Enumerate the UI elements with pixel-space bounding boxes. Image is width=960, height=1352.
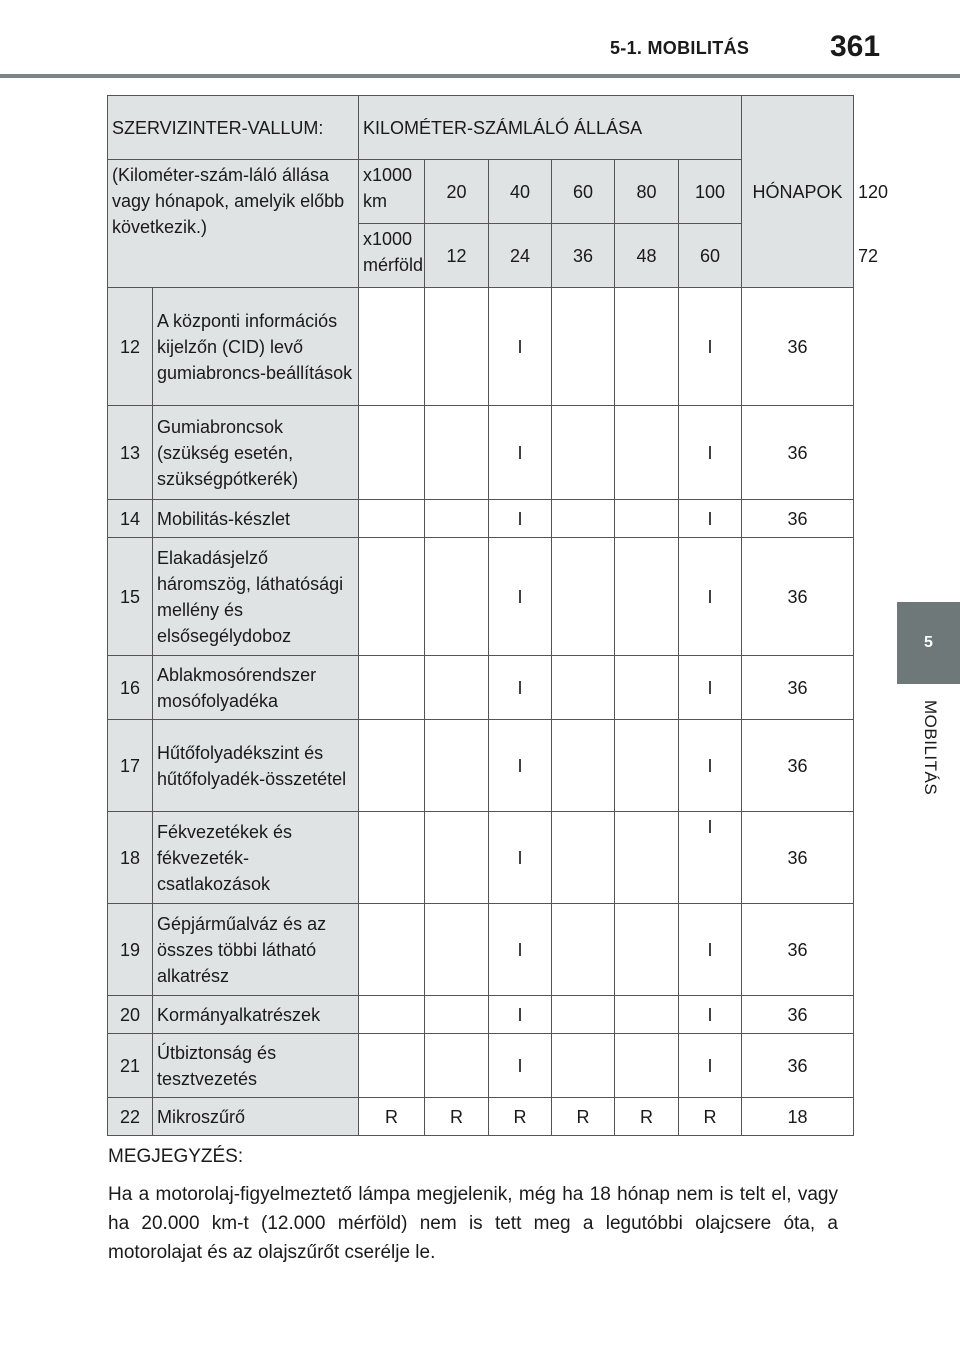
item-description: Gumiabroncsok (szükség esetén, szükségpótkerék) — [153, 406, 359, 500]
item-description: Mikroszűrő — [153, 1098, 359, 1136]
schedule-cell: R — [425, 1098, 489, 1136]
schedule-cell — [359, 812, 425, 904]
schedule-cell: I — [679, 656, 742, 720]
schedule-cell: I — [679, 720, 742, 812]
mile-unit: x1000 mérföld — [359, 224, 425, 288]
months-cell: 36 — [742, 406, 854, 500]
schedule-cell: I — [679, 1034, 742, 1098]
km-value: 60 — [552, 160, 615, 224]
schedule-cell: I — [489, 720, 552, 812]
schedule-cell: I — [679, 288, 742, 406]
schedule-cell: I — [679, 500, 742, 538]
item-number: 13 — [108, 406, 153, 500]
schedule-cell — [615, 812, 679, 904]
item-number: 18 — [108, 812, 153, 904]
schedule-cell — [552, 500, 615, 538]
schedule-cell — [615, 656, 679, 720]
km-value: 20 — [425, 160, 489, 224]
schedule-cell: I — [489, 1034, 552, 1098]
schedule-cell — [359, 406, 425, 500]
item-number: 22 — [108, 1098, 153, 1136]
months-cell: 36 — [742, 1034, 854, 1098]
table-row — [108, 1098, 854, 1136]
table-row — [108, 812, 854, 904]
item-description: Ablakmosórendszer mosófolyadéka — [153, 656, 359, 720]
odometer-label: KILOMÉTER-SZÁMLÁLÓ ÁLLÁSA — [359, 96, 742, 160]
schedule-cell: I — [489, 406, 552, 500]
item-description: Fékvezetékek és fékvezeték-csatlakozások — [153, 812, 359, 904]
schedule-cell — [552, 812, 615, 904]
item-description: A központi információs kijelzőn (CID) levő gumiabroncs-beállítások — [153, 288, 359, 406]
schedule-cell — [615, 996, 679, 1034]
months-label: HÓNAPOK — [742, 96, 854, 288]
interval-note: (Kilométer-szám-láló állása vagy hónapok, amelyik előbb következik.) — [108, 160, 359, 288]
schedule-cell — [425, 720, 489, 812]
maintenance-schedule-table — [107, 95, 889, 1136]
item-description: Útbiztonság és tesztvezetés — [153, 1034, 359, 1098]
schedule-cell — [552, 406, 615, 500]
schedule-cell — [552, 720, 615, 812]
table-row — [108, 538, 854, 656]
schedule-cell: I — [679, 538, 742, 656]
item-number: 19 — [108, 904, 153, 996]
interval-label: SZERVIZINTER-VALLUM: — [108, 96, 359, 160]
schedule-cell: I — [489, 288, 552, 406]
schedule-cell — [552, 288, 615, 406]
schedule-cell: I — [679, 904, 742, 996]
schedule-cell: R — [679, 1098, 742, 1136]
schedule-cell — [615, 406, 679, 500]
km-value: 100 — [679, 160, 742, 224]
schedule-cell — [615, 500, 679, 538]
months-cell: 36 — [742, 812, 854, 904]
item-number: 16 — [108, 656, 153, 720]
months-cell: 36 — [742, 656, 854, 720]
table-header: SZERVIZINTER-VALLUM: KILOMÉTER-SZÁMLÁLÓ ÁLLÁSA HÓNAPOK (Kilométer-szám-láló állása vagy hónapok, amelyik előbb következik.) x1000 km 20 40 60 80 100 120 x1000 mérföld 12 24 36 48 60 72 — [108, 96, 854, 288]
schedule-cell: I — [489, 996, 552, 1034]
months-cell: 36 — [742, 996, 854, 1034]
schedule-cell: I — [489, 656, 552, 720]
schedule-cell: R — [552, 1098, 615, 1136]
schedule-cell — [425, 538, 489, 656]
schedule-cell — [425, 996, 489, 1034]
schedule-cell — [552, 996, 615, 1034]
schedule-cell — [359, 656, 425, 720]
mile-value: 48 — [615, 224, 679, 288]
schedule-cell — [425, 288, 489, 406]
item-number: 20 — [108, 996, 153, 1034]
chapter-tab[interactable] — [897, 602, 960, 684]
page-number: 361 — [830, 30, 881, 63]
km-value: 80 — [615, 160, 679, 224]
mile-value: 12 — [425, 224, 489, 288]
schedule-cell — [552, 1034, 615, 1098]
months-cell: 36 — [742, 904, 854, 996]
item-number: 17 — [108, 720, 153, 812]
schedule-cell: R — [489, 1098, 552, 1136]
section-title: 5-1. MOBILITÁS — [610, 38, 750, 58]
schedule-cell — [425, 812, 489, 904]
table-row — [108, 656, 854, 720]
chapter-label: MOBILITÁS — [921, 700, 940, 796]
schedule-cell — [425, 904, 489, 996]
note-heading: MEGJEGYZÉS: — [108, 1146, 244, 1167]
item-number: 21 — [108, 1034, 153, 1098]
months-cell: 36 — [742, 720, 854, 812]
km-value: 40 — [489, 160, 552, 224]
schedule-cell — [425, 1034, 489, 1098]
months-cell: 36 — [742, 288, 854, 406]
schedule-cell — [359, 904, 425, 996]
schedule-cell — [359, 996, 425, 1034]
schedule-cell — [615, 720, 679, 812]
schedule-cell: I — [679, 996, 742, 1034]
schedule-cell: I — [489, 538, 552, 656]
mile-value: 36 — [552, 224, 615, 288]
schedule-cell — [359, 1034, 425, 1098]
schedule-cell — [359, 500, 425, 538]
item-description: Kormányalkatrészek — [153, 996, 359, 1034]
item-description: Gépjárműalváz és az összes többi látható alkatrész — [153, 904, 359, 996]
item-number: 15 — [108, 538, 153, 656]
item-description: Elakadásjelző háromszög, láthatósági mellény és elsősegélydoboz — [153, 538, 359, 656]
item-number: 12 — [108, 288, 153, 406]
schedule-cell — [359, 720, 425, 812]
table-row — [108, 904, 854, 996]
months-cell: 18 — [742, 1098, 854, 1136]
schedule-cell — [552, 656, 615, 720]
schedule-cell — [615, 288, 679, 406]
schedule-cell — [615, 904, 679, 996]
table-body — [108, 288, 854, 1136]
schedule-cell — [359, 288, 425, 406]
schedule-cell: I — [679, 812, 742, 904]
schedule-cell: I — [489, 812, 552, 904]
schedule-cell — [359, 538, 425, 656]
schedule-cell: R — [615, 1098, 679, 1136]
schedule-cell — [615, 538, 679, 656]
item-description: Mobilitás-készlet — [153, 500, 359, 538]
months-cell: 36 — [742, 500, 854, 538]
chapter-number: 5 — [924, 634, 933, 651]
schedule-cell — [552, 538, 615, 656]
header-divider — [0, 74, 960, 78]
mile-value: 60 — [679, 224, 742, 288]
schedule-cell: I — [489, 904, 552, 996]
table-row — [108, 406, 854, 500]
mile-value: 24 — [489, 224, 552, 288]
item-number: 14 — [108, 500, 153, 538]
note-text: Ha a motorolaj-figyelmeztető lámpa megjelenik, még ha 18 hónap nem is telt el, vagy ha 20.000 km-t (12.000 mérföld) nem is tett meg a legutóbbi olajcsere óta, a motorolajat és az olajszűrőt cserélje le. — [108, 1184, 838, 1263]
table-row — [108, 996, 854, 1034]
schedule-cell — [425, 656, 489, 720]
item-description: Hűtőfolyadékszint és hűtőfolyadék-összetétel — [153, 720, 359, 812]
schedule-cell: R — [359, 1098, 425, 1136]
km-unit: x1000 km — [359, 160, 425, 224]
months-cell: 36 — [742, 538, 854, 656]
schedule-cell — [615, 1034, 679, 1098]
table-row — [108, 288, 854, 406]
schedule-cell — [552, 904, 615, 996]
table-row — [108, 720, 854, 812]
table-row — [108, 500, 854, 538]
schedule-cell — [425, 406, 489, 500]
schedule-cell: I — [679, 406, 742, 500]
schedule-cell: I — [489, 500, 552, 538]
schedule-cell — [425, 500, 489, 538]
table-row — [108, 1034, 854, 1098]
